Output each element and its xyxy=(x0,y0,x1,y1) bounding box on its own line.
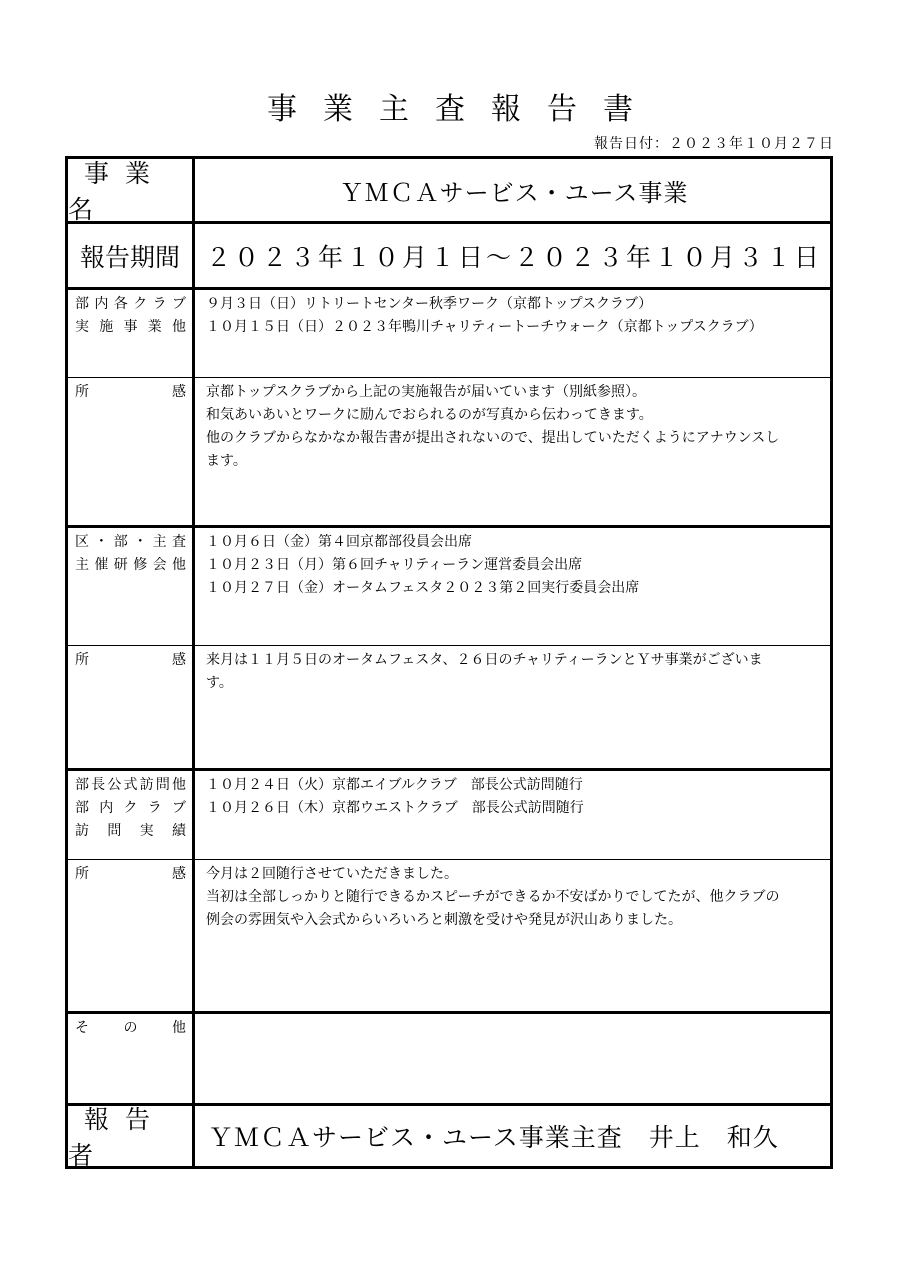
club-events-label: 部内各クラブ 実施事業他 xyxy=(68,290,195,377)
period-value: ２０２３年１０月１日〜２０２３年１０月３１日 xyxy=(205,242,822,272)
list-item: １０月２４日（火）京都エイブルクラブ 部長公式訪問随行 xyxy=(206,777,583,793)
training-content xyxy=(198,528,830,645)
report-date: 報告日付：２０２３年１０月２７日 xyxy=(594,136,834,152)
comment-label: 所感 xyxy=(68,646,195,768)
visits-row xyxy=(68,768,830,859)
club-events-comment-row xyxy=(68,377,830,525)
list-item: １０月２７日（金）オータムフェスタ２０２３第２回実行委員会出席 xyxy=(206,580,640,596)
project-value: ＹＭＣＡサービス・ユース事業 xyxy=(339,178,689,207)
club-events-content xyxy=(198,290,830,377)
visits-comment-row xyxy=(68,859,830,1011)
list-item: １０月２３日（月）第６回チャリティーラン運営委員会出席 xyxy=(206,557,583,573)
document-title: 事業主査報告書 xyxy=(267,92,659,127)
project-row xyxy=(68,159,830,224)
training-label: 区・部・主査 主催研修会他 xyxy=(68,528,195,645)
list-item: １０月６日（金）第４回京都部役員会出席 xyxy=(206,534,472,550)
comment-label: 所感 xyxy=(68,860,195,1011)
period-row xyxy=(68,221,830,287)
other-row xyxy=(68,1011,830,1103)
visits-content xyxy=(198,771,830,859)
other-label: その他 xyxy=(68,1014,195,1103)
training-comment: 来月は１１月５日のオータムフェスタ、２６日のチャリティーランとＹサ事業がございま す。 xyxy=(206,652,763,691)
list-item: ９月３日（日）リトリートセンター秋季ワーク（京都トップスクラブ） xyxy=(206,296,653,312)
training-comment-row xyxy=(68,645,830,768)
reporter-label: 報告者 xyxy=(68,1106,195,1166)
training-row xyxy=(68,525,830,645)
visits-comment: 今月は２回随行させていただきました。 当初は全部しっかりと随行できるかスピーチができるか不安ばかりでしてたが、他クラブの 例会の雰囲気や入会式からいろいろと刺激を受けや発見が沢山ありました。 xyxy=(206,866,780,928)
club-events-row xyxy=(68,287,830,377)
comment-label: 所感 xyxy=(68,378,195,525)
list-item: １０月１５日（日）２０２３年鴨川チャリティートーチウォーク（京都トップスクラブ） xyxy=(206,319,763,335)
reporter-row xyxy=(68,1103,830,1170)
report-table xyxy=(65,156,833,1169)
reporter-name: ＹＭＣＡサービス・ユース事業主査 井上 和久 xyxy=(208,1123,779,1152)
club-events-comment: 京都トップスクラブから上記の実施報告が届いています（別紙参照）。 和気あいあいとワークに励んでおられるのが写真から伝わってきます。 他のクラブからなかなか報告書が提出されないので、提出していただくようにアナウンスし ます。 xyxy=(206,384,780,469)
visits-label: 部長公式訪問他 部内クラブ 訪問実績 xyxy=(68,771,195,859)
period-label: 報告期間 xyxy=(68,224,195,287)
list-item: １０月２６日（木）京都ウエストクラブ 部長公式訪問随行 xyxy=(206,800,584,816)
project-label: 事業名 xyxy=(68,159,195,221)
other-content xyxy=(198,1014,830,1103)
